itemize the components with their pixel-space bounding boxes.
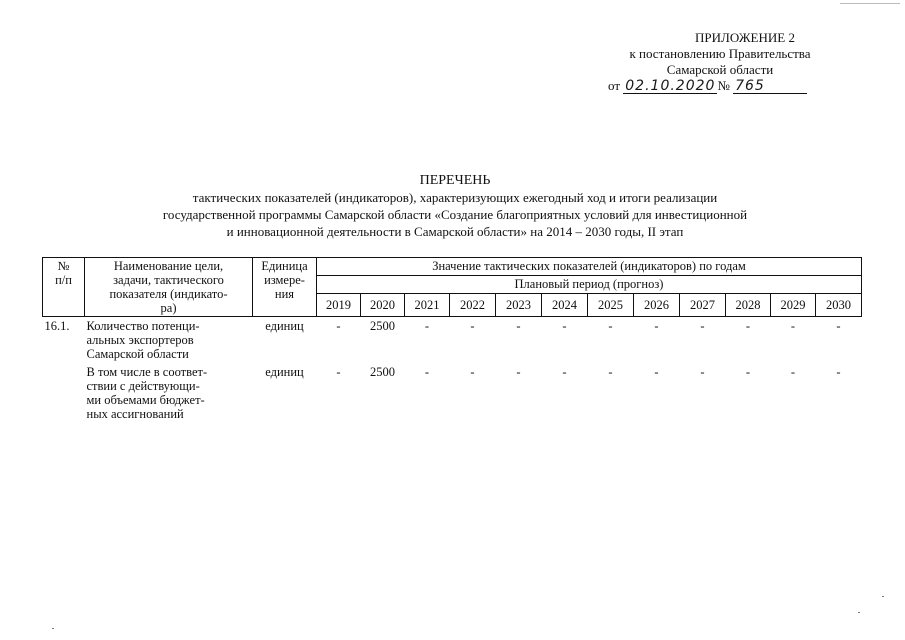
appendix-line-2: Самарской области (666, 62, 774, 77)
heading-title: ПЕРЕЧЕНЬ (419, 173, 491, 188)
row-value: - (745, 365, 751, 379)
row-number: 16.1. (44, 319, 70, 333)
row-value: 2500 (370, 365, 395, 379)
header-unit: Единица измере- ния (253, 258, 317, 317)
row-value: - (516, 319, 521, 333)
header-year: 2024 (542, 294, 588, 317)
row-value: - (700, 365, 705, 379)
row-value: - (336, 319, 341, 333)
appendix-block (600, 30, 840, 94)
row-value: - (836, 365, 841, 379)
header-year: 2022 (450, 294, 496, 317)
row-value: - (516, 365, 521, 379)
header-year: 2023 (496, 294, 542, 317)
appendix-line-1: к постановлению Правительства (629, 46, 811, 61)
appendix-reference (608, 78, 840, 94)
header-year: 2021 (405, 294, 450, 317)
scan-artifact (52, 628, 54, 629)
row-value: - (654, 319, 659, 333)
header-name: Наименование цели, задачи, тактического показателя (индикато- ра) (85, 258, 253, 317)
heading-line-1: тактических показателей (индикаторов), характеризующих ежегодный ход и итоги реализации (192, 190, 718, 205)
header-year: 2029 (771, 294, 816, 317)
document-heading (90, 172, 820, 240)
header-year: 2030 (816, 294, 862, 317)
row-value: - (424, 365, 430, 379)
header-year: 2028 (726, 294, 771, 317)
row-value: - (424, 319, 430, 333)
row-value: - (562, 365, 567, 379)
header-year: 2019 (317, 294, 361, 317)
row-value: - (790, 319, 796, 333)
header-number: № п/п (43, 258, 85, 317)
row-name: В том числе в соответ- ствии с действующи- ми объемами бюджет- ных ассигнований (86, 365, 208, 421)
header-year: 2025 (588, 294, 634, 317)
table-row (43, 317, 862, 364)
header-period: Плановый период (прогноз) (317, 276, 862, 294)
row-value: - (562, 319, 567, 333)
row-value: - (745, 319, 751, 333)
header-year: 2027 (680, 294, 726, 317)
row-unit: единиц (265, 319, 304, 333)
header-year: 2026 (634, 294, 680, 317)
row-value: - (470, 365, 475, 379)
row-value: - (790, 365, 796, 379)
row-unit: единиц (265, 365, 304, 379)
indicators-table (42, 257, 862, 423)
row-number (43, 363, 85, 423)
table-row (43, 363, 862, 423)
row-value: - (608, 365, 613, 379)
row-value: - (608, 319, 613, 333)
row-value: - (654, 365, 659, 379)
scan-artifact (882, 596, 884, 597)
row-value: - (336, 365, 341, 379)
header-values: Значение тактических показателей (индикаторов) по годам (317, 258, 862, 276)
scan-artifact (840, 3, 900, 4)
handwritten-number: 765 (733, 79, 807, 94)
heading-line-2: государственной программы Самарской области «Создание благоприятных условий для инвестиционной (162, 207, 748, 222)
header-year: 2020 (361, 294, 405, 317)
scan-artifact (858, 612, 860, 613)
table-header (43, 258, 862, 317)
row-name: Количество потенци- альных экспортеров Самарской области (86, 319, 200, 361)
handwritten-date: 02.10.2020 (625, 78, 716, 94)
appendix-title: ПРИЛОЖЕНИЕ 2 (695, 30, 795, 45)
date-prefix: от (608, 78, 621, 93)
row-value: 2500 (370, 319, 395, 333)
number-prefix: № (717, 78, 730, 93)
row-value: - (470, 319, 475, 333)
heading-line-3: и инновационной деятельности в Самарской области» на 2014 – 2030 годы, II этап (226, 224, 684, 239)
row-value: - (700, 319, 705, 333)
row-value: - (836, 319, 841, 333)
